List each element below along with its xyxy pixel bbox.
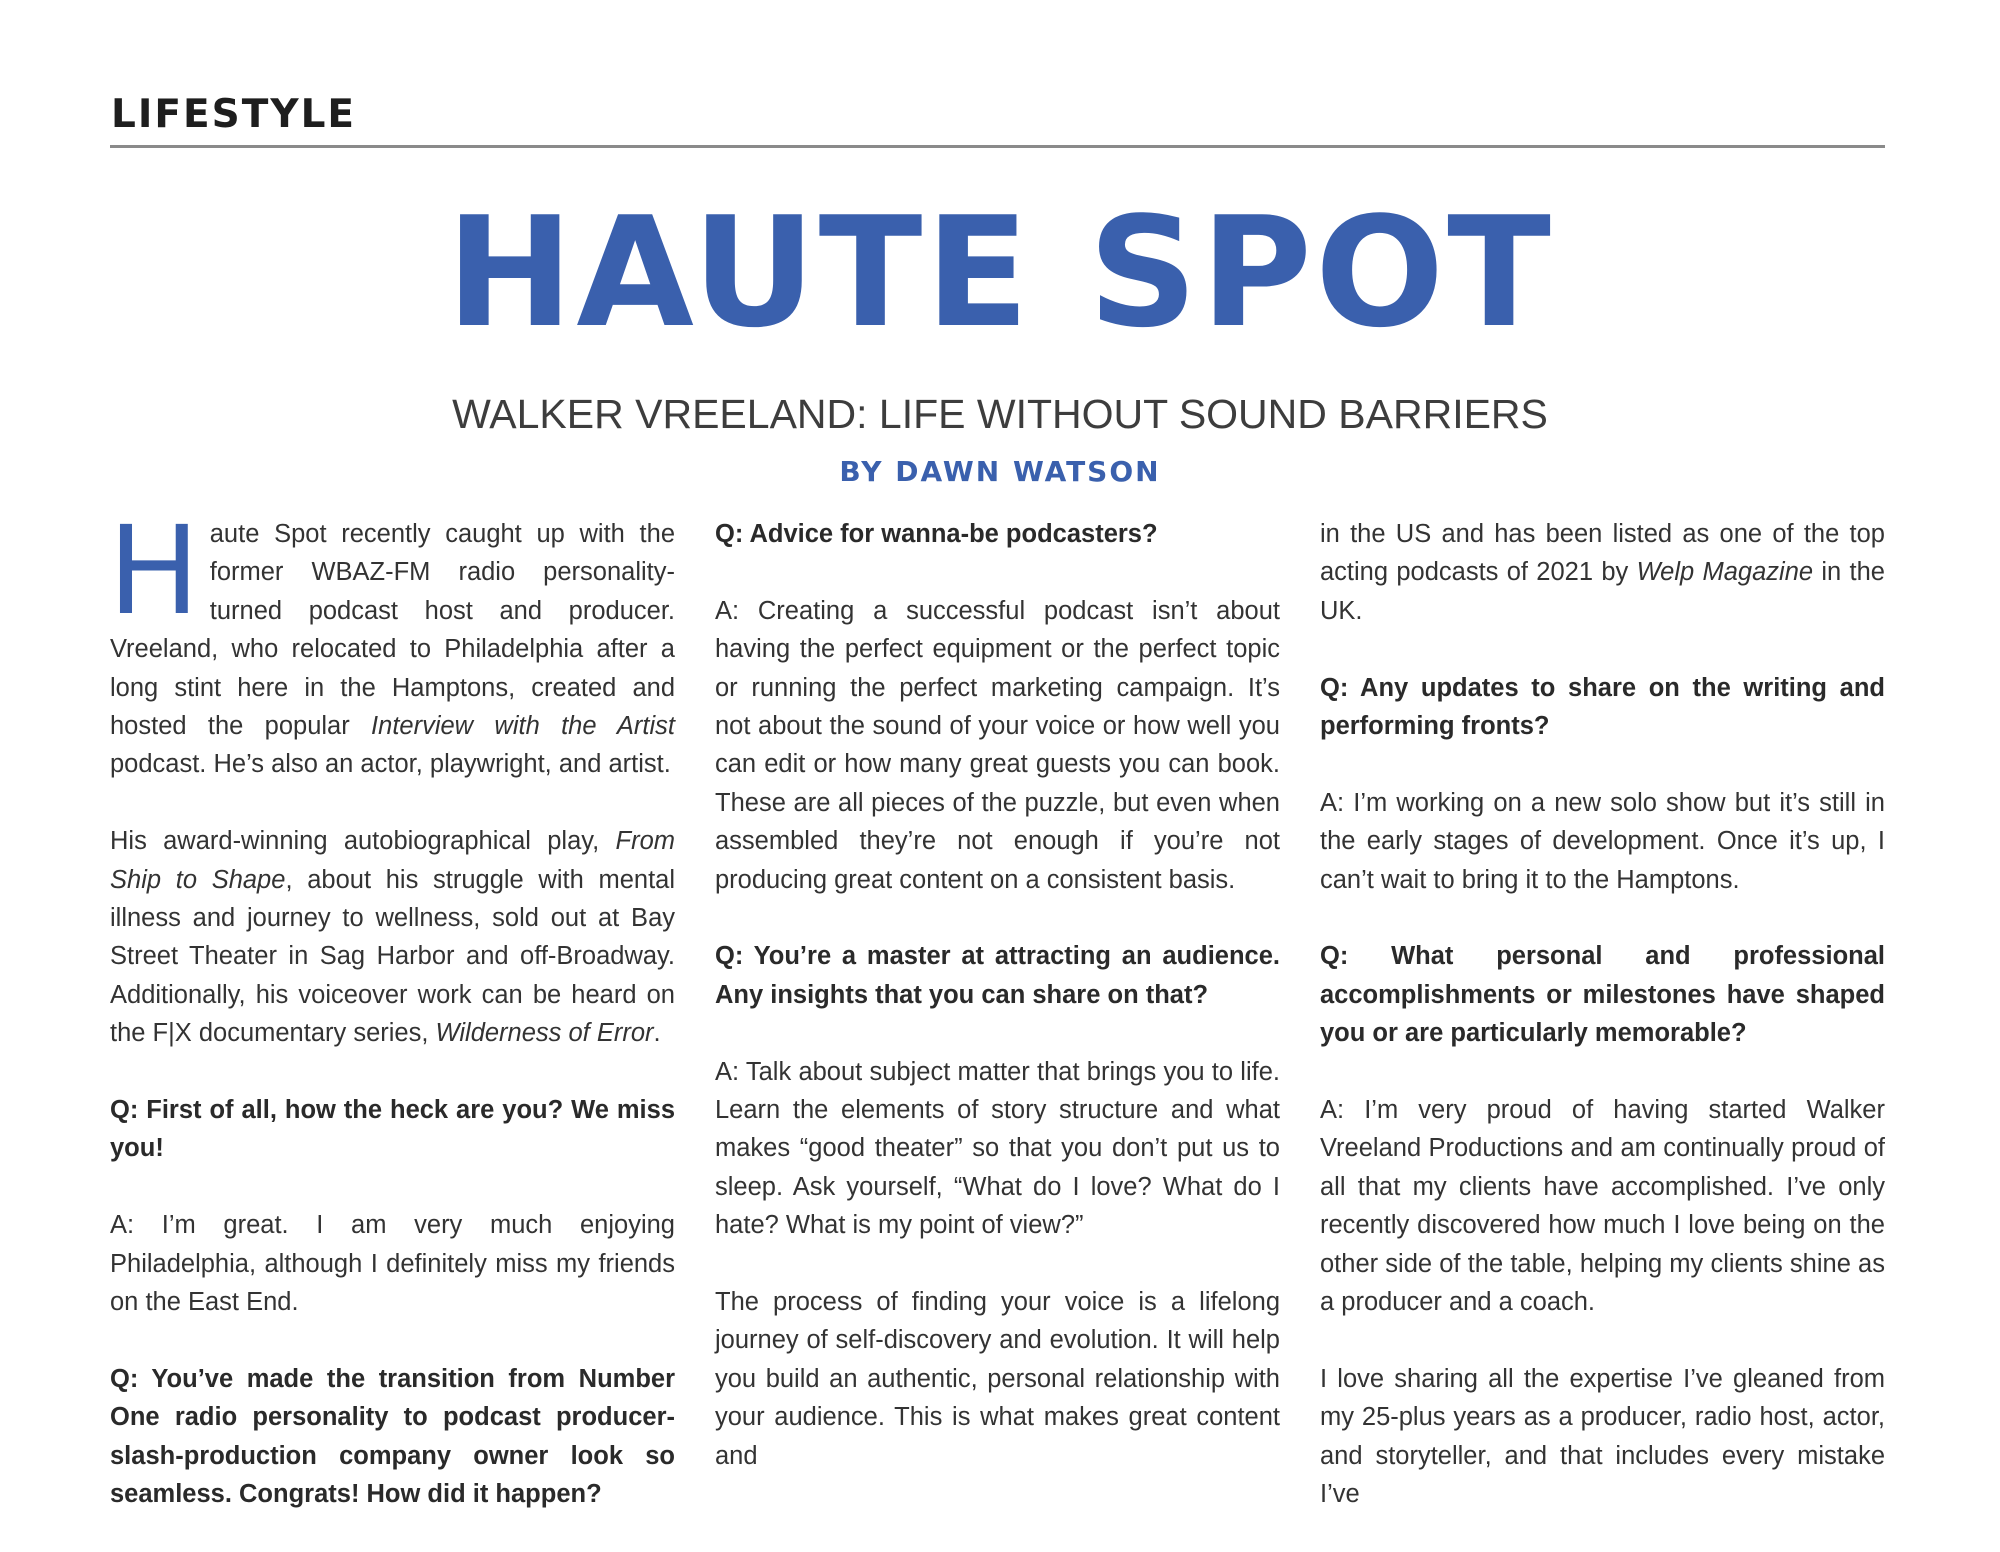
magazine-title: Welp Magazine <box>1636 558 1814 587</box>
drop-cap: H <box>108 500 200 642</box>
answer: A: I’m great. I am very much enjoying Philadelphia, although I definitely miss my friends on the East End. <box>110 1211 675 1317</box>
continued-text-end: in the UK. <box>1320 558 1885 625</box>
article-byline: BY DAWN WATSON <box>839 455 1161 488</box>
answer-continued: The process of finding your voice is a lifelong journey of self-discovery and evolution. It will help you build an authentic, personal relationship with your audience. This is what makes great content and <box>715 1288 1280 1470</box>
question: Q: Advice for wanna-be podcasters? <box>715 520 1158 548</box>
play-text-mid: , about his struggle with mental illness and journey to wellness, sold out at Bay Street Theater in Sag Harbor and off-Broadway. Additionally, his voiceover work can be heard on the F|X documentary series, <box>110 865 675 1048</box>
article-title: HAUTE SPOT <box>446 184 1554 361</box>
continued-paragraph <box>1320 515 1885 630</box>
article-column-2 <box>715 515 1280 1513</box>
play-title: From Ship to Shape <box>110 827 675 894</box>
play-text: His award-winning autobiographical play, <box>110 827 616 856</box>
answer: A: Creating a successful podcast isn’t about having the perfect equipment or the perfect topic or running the perfect marketing campaign. It’s not about the sound of your voice or how well you can edit or how many great guests you can book. These are all pieces of the puzzle, but even when assembled they’re not enough if you’re not producing great content on a consistent basis. <box>715 596 1280 894</box>
answer: A: I’m very proud of having started Walker Vreeland Productions and am continually proud of all that my clients have accomplished. I’ve only recently discovered how much I love being on the other side of the table, helping my clients shine as a producer and a coach. <box>1320 1096 1885 1317</box>
question: Q: You’re a master at attracting an audience. Any insights that you can share on that? <box>715 942 1280 1009</box>
article-column-1 <box>108 500 675 1552</box>
question: Q: You’ve made the transition from Number One radio personality to podcast producer-slash-production company owner look so seamless. Congrats! How did it happen? <box>110 1364 675 1509</box>
question: Q: First of all, how the heck are you? We miss you! <box>110 1096 675 1163</box>
answer: A: I’m working on a new solo show but it’s still in the early stages of development. Once it’s up, I can’t wait to bring it to the Hamptons. <box>1320 788 1885 894</box>
answer-continued: I love sharing all the expertise I’ve gleaned from my 25-plus years as a producer, radio host, actor, and storyteller, and that includes every mistake I’ve <box>1320 1364 1885 1509</box>
question: Q: What personal and professional accomplishments or milestones have shaped you or are particularly memorable? <box>1320 942 1885 1048</box>
intro-text: aute Spot recently caught up with the former WBAZ-FM radio personality-turned podcast host and producer. Vreeland, who relocated to Philadelphia after a long stint here in the Hamptons, created and hosted the popular <box>110 520 675 741</box>
continued-text: in the US and has been listed as one of the top acting podcasts of 2021 by <box>1320 520 1885 587</box>
play-paragraph <box>110 822 675 1052</box>
section-label: LIFESTYLE <box>111 92 357 137</box>
intro-paragraph <box>108 500 675 784</box>
article-column-3 <box>1320 515 1885 1552</box>
article-subtitle: WALKER VREELAND: LIFE WITHOUT SOUND BARRIERS <box>452 391 1548 437</box>
question: Q: Any updates to share on the writing and performing fronts? <box>1320 673 1885 741</box>
play-text-end: . <box>653 1019 661 1048</box>
header-rule <box>110 145 1885 148</box>
answer: A: Talk about subject matter that brings you to life. Learn the elements of story structure and what makes “good theater” so that you don’t put us to sleep. Ask yourself, “What do I love? What do I hate? What is my point of view?” <box>715 1057 1280 1240</box>
intro-text-end: podcast. He’s also an actor, playwright, and artist. <box>110 750 671 779</box>
podcast-title: Interview with the Artist <box>371 712 675 741</box>
series-title: Wilderness of Error <box>435 1019 654 1048</box>
